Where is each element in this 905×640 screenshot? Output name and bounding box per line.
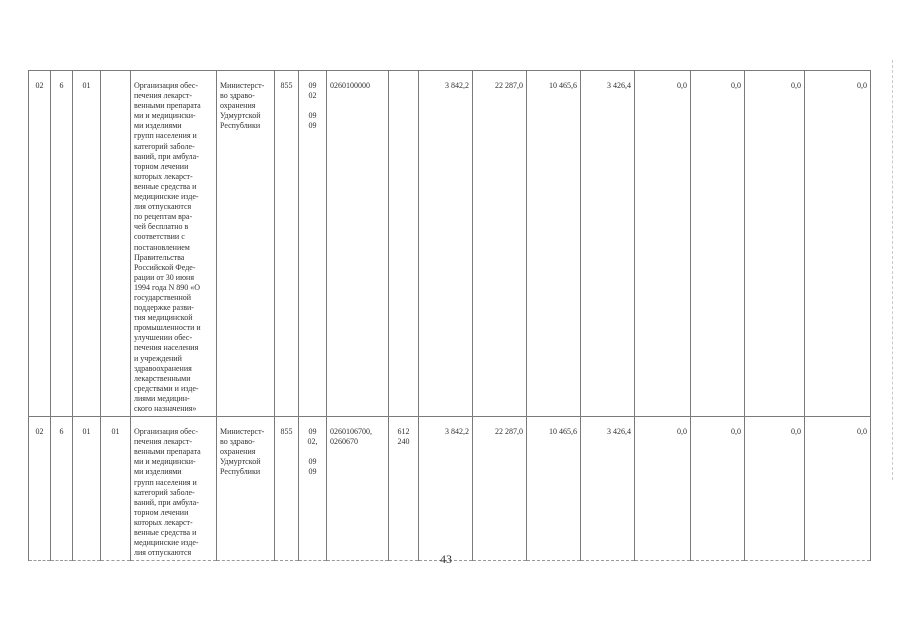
cell-line: государственной <box>134 292 192 302</box>
code-subprogram: 6 <box>51 71 73 417</box>
amount-v7: 0,0 <box>745 71 805 417</box>
amount-v5: 0,0 <box>635 417 691 561</box>
cell-line: ми и медицински- <box>134 111 196 121</box>
code-grbs: 855 <box>275 71 299 417</box>
cell-line: Удмуртской <box>220 111 261 121</box>
code-main-activity: 01 <box>73 417 101 561</box>
code-program: 02 <box>29 71 51 417</box>
cell-line: чей бесплатно в <box>134 222 189 232</box>
cell-line: ваний, при амбула- <box>134 497 199 507</box>
cell-line: венные средства и <box>134 181 197 191</box>
code-csr <box>327 417 389 561</box>
cell-line: ми изделиями <box>134 121 182 131</box>
cell-line: групп населения и <box>134 131 197 141</box>
code-vr <box>389 71 419 417</box>
cell-line: средствами и изде- <box>134 383 199 393</box>
cell-line: венные средства и <box>134 528 197 538</box>
cell-line: печения населения <box>134 343 199 353</box>
amount-v8: 0,0 <box>805 417 871 561</box>
amount-v4: 3 426,4 <box>581 417 635 561</box>
cell-line: 09 <box>308 467 317 477</box>
cell-line: групп населения и <box>134 477 197 487</box>
cell-line: Правительства <box>134 252 185 262</box>
cell-line: торном лечении <box>134 507 189 517</box>
cell-line: медицинские изде- <box>134 538 199 548</box>
cell-line: рации от 30 июня <box>134 272 195 282</box>
cell-line: 09 <box>308 457 317 467</box>
cell-line: венными препарата <box>134 101 201 111</box>
cell-line: тия медицинской <box>134 313 193 323</box>
cell-line: здравоохранения <box>134 363 192 373</box>
amount-v3: 10 465,6 <box>527 71 581 417</box>
code-section <box>299 417 327 561</box>
cell-line: Удмуртской <box>220 457 261 467</box>
cell-line: охранения <box>220 447 256 457</box>
amount-v2: 22 287,0 <box>473 71 527 417</box>
cell-line: категорий заболе- <box>134 141 195 151</box>
cell-line <box>302 101 323 111</box>
cell-line: 612 <box>397 427 410 437</box>
page-number: 43 <box>440 552 452 566</box>
cell-line: которых лекарст- <box>134 517 193 527</box>
cell-line: торном лечении <box>134 161 189 171</box>
activity-name <box>131 71 217 417</box>
code-section <box>299 71 327 417</box>
code-vr <box>389 417 419 561</box>
cell-line: которых лекарст- <box>134 171 193 181</box>
cell-line: ми и медицински- <box>134 457 196 467</box>
cell-line: категорий заболе- <box>134 487 195 497</box>
cell-line: по рецептам вра- <box>134 212 193 222</box>
cell-line: печения лекарст- <box>134 91 193 101</box>
budget-table <box>28 70 871 561</box>
cell-line: лия отпускаются <box>134 548 192 558</box>
cell-line: Министерст- <box>220 81 265 90</box>
code-grbs: 855 <box>275 417 299 561</box>
cell-line: соответствии с <box>134 232 185 242</box>
cell-line: 02 <box>308 91 317 101</box>
cell-line: ваний, при амбула- <box>134 151 199 161</box>
table-row <box>29 417 871 561</box>
cell-line: поддержке разви- <box>134 303 194 313</box>
amount-v6: 0,0 <box>691 417 745 561</box>
cell-line <box>302 447 323 457</box>
cell-line: Организация обес- <box>134 81 199 90</box>
cell-line: лиями медицин- <box>134 393 190 403</box>
cell-line: медицинские изде- <box>134 192 199 202</box>
cell-line: Республики <box>220 467 261 477</box>
amount-v2: 22 287,0 <box>473 417 527 561</box>
cell-line: ского назначения» <box>134 404 197 413</box>
cell-line: 02, <box>307 437 318 447</box>
amount-v7: 0,0 <box>745 417 805 561</box>
cell-line: охранения <box>220 101 256 111</box>
cell-line: Министерст- <box>220 427 265 437</box>
cell-line: промышленности и <box>134 323 201 333</box>
cell-line: 0260106700, <box>330 427 372 437</box>
code-subprogram: 6 <box>51 417 73 561</box>
cell-line: во здраво- <box>220 437 255 447</box>
cell-line: улучшении обес- <box>134 333 193 343</box>
code-csr <box>327 71 389 417</box>
amount-v1: 3 842,2 <box>419 417 473 561</box>
cell-line: печения лекарст- <box>134 437 193 447</box>
cell-line: лекарственными <box>134 373 191 383</box>
amount-v4: 3 426,4 <box>581 71 635 417</box>
cell-line: 09 <box>308 111 317 121</box>
amount-v1: 3 842,2 <box>419 71 473 417</box>
cell-line: лия отпускаются <box>134 202 192 212</box>
amount-v3: 10 465,6 <box>527 417 581 561</box>
cell-line: постановлением <box>134 242 190 252</box>
cell-line: и учреждений <box>134 353 182 363</box>
code-activity <box>101 71 131 417</box>
code-activity: 01 <box>101 417 131 561</box>
cell-line: 1994 года N 890 «О <box>134 282 201 292</box>
cell-line: ми изделиями <box>134 467 182 477</box>
cell-line: венными препарата <box>134 447 201 457</box>
cell-line: Организация обес- <box>134 427 199 437</box>
cell-line: 09 <box>308 121 317 131</box>
amount-v6: 0,0 <box>691 71 745 417</box>
responsible-org <box>217 71 275 417</box>
cell-line: 0260670 <box>330 437 358 447</box>
cell-line: 240 <box>397 437 410 447</box>
cell-line: 09 <box>308 81 317 90</box>
cell-line: 0260100000 <box>330 81 370 90</box>
table-row <box>29 71 871 417</box>
responsible-org <box>217 417 275 561</box>
cell-line: Российской Феде- <box>134 262 196 272</box>
scan-edge-line <box>891 60 893 480</box>
cell-line: во здраво- <box>220 91 255 101</box>
code-main-activity: 01 <box>73 71 101 417</box>
cell-line: Республики <box>220 121 261 131</box>
activity-name <box>131 417 217 561</box>
cell-line: 09 <box>308 427 317 437</box>
code-program: 02 <box>29 417 51 561</box>
amount-v8: 0,0 <box>805 71 871 417</box>
amount-v5: 0,0 <box>635 71 691 417</box>
